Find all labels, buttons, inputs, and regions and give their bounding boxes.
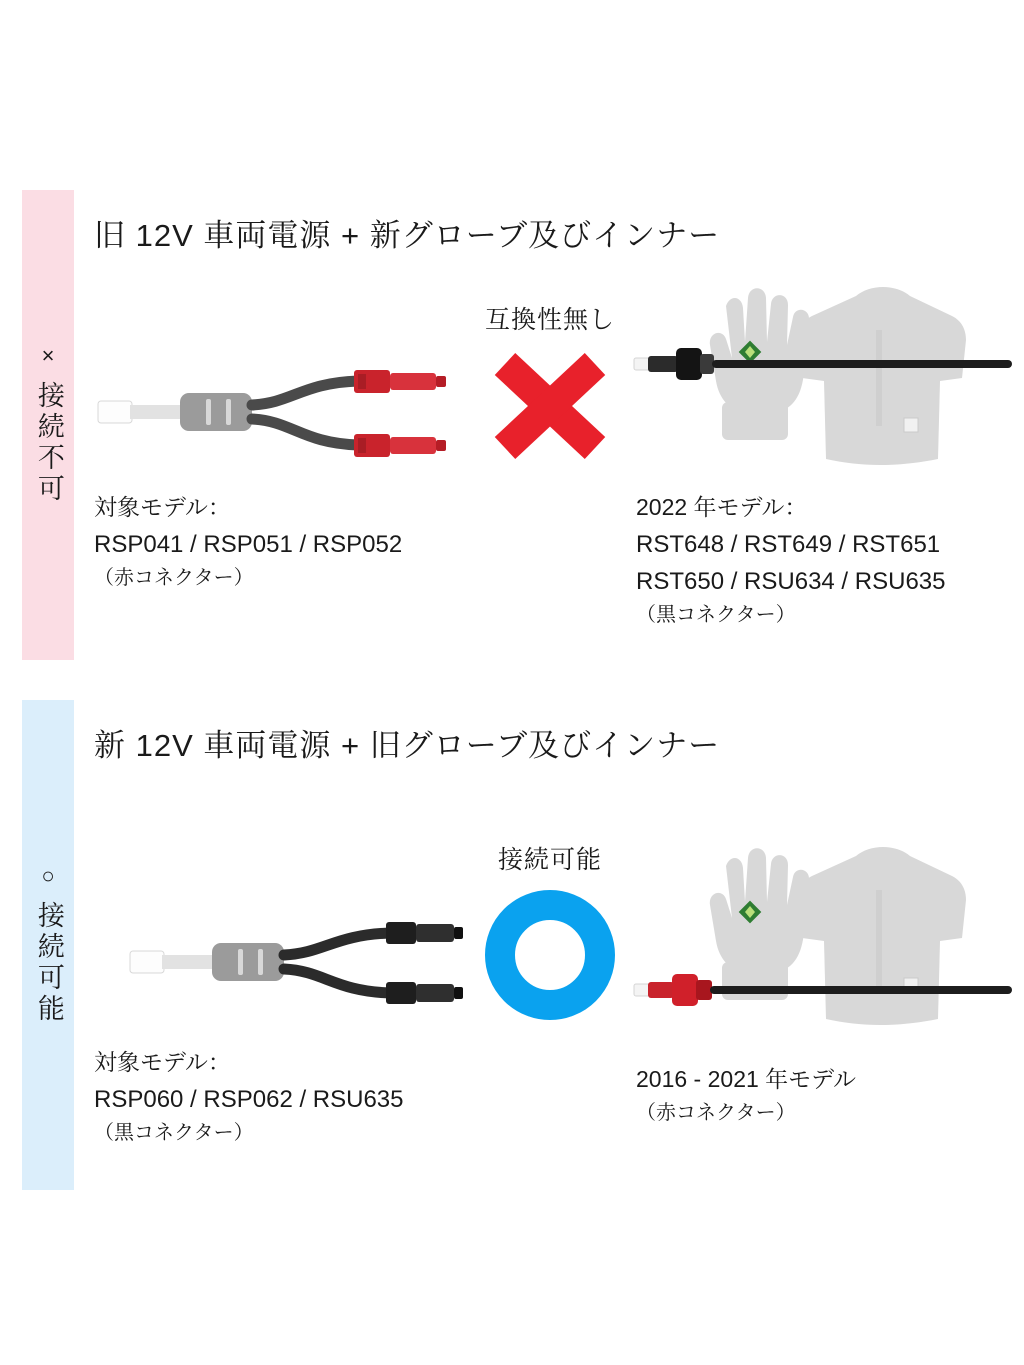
glove-jacket-black-connector-illustration (630, 270, 1024, 495)
glove-jacket-red-connector-illustration (630, 830, 1024, 1065)
verdict-incompatible (440, 300, 660, 471)
section-incompatible (0, 190, 1024, 660)
verdict-label: 接続可能 (497, 846, 602, 874)
verdict-label: 互換性無し (484, 306, 615, 334)
right-model-list (636, 490, 1024, 631)
side-tab-incompatible (22, 190, 74, 660)
side-tab-label: 接続不可 (33, 381, 64, 505)
side-tab-compatible (22, 700, 74, 1190)
left-model-note: （赤コネクター） (94, 566, 254, 589)
cross-mark-icon: × (41, 343, 55, 368)
left-model-label: 対象モデル： (94, 1049, 231, 1075)
right-model-list (636, 1062, 1024, 1129)
cable-red-connectors-illustration (96, 365, 476, 480)
left-model-code: RSP060 / RSP062 / RSU635 (94, 1085, 404, 1113)
side-tab-label: 接続可能 (33, 901, 64, 1025)
cable-black-connectors-illustration (128, 915, 478, 1030)
right-model-label: 2016 - 2021 年モデル (636, 1066, 857, 1092)
section-title: 旧 12V 車両電源 + 新グローブ及びインナー (94, 218, 721, 253)
section-title: 新 12V 車両電源 + 旧グローブ及びインナー (94, 728, 721, 763)
right-model-code: RST648 / RST649 / RST651 (636, 530, 941, 558)
circle-mark-icon: ○ (41, 863, 55, 888)
left-model-label: 対象モデル： (94, 494, 231, 520)
right-model-note: （赤コネクター） (636, 1101, 796, 1124)
left-model-note: （黒コネクター） (94, 1121, 254, 1144)
right-model-label: 2022 年モデル： (636, 494, 808, 520)
left-model-code: RSP041 / RSP051 / RSP052 (94, 530, 403, 558)
right-model-code: RST650 / RSU634 / RSU635 (636, 567, 946, 595)
section-compatible (0, 700, 1024, 1190)
left-model-list (94, 490, 564, 594)
left-model-list (94, 1045, 564, 1149)
cross-icon (440, 346, 660, 471)
right-model-note: （黒コネクター） (636, 604, 796, 627)
